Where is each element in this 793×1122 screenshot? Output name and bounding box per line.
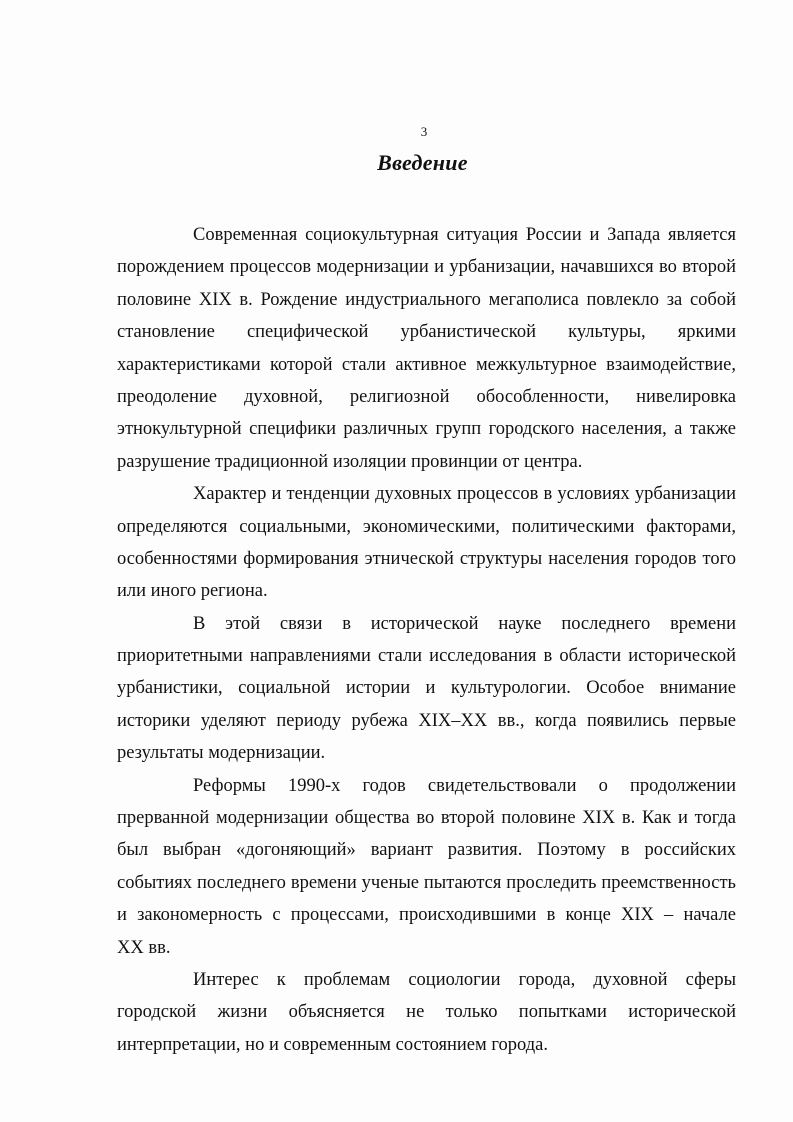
text-line: характеристиками которой стали активное межкультурное взаимодействие, (117, 354, 736, 375)
text-line: городской жизни объясняется не только попытками исторической (117, 1002, 736, 1023)
text-line: приоритетными направлениями стали исследования в области исторической (117, 646, 736, 667)
paragraph (117, 770, 736, 964)
body-text (117, 219, 736, 1061)
paragraph (117, 478, 736, 608)
text-line: урбанистики, социальной истории и культурологии. Особое внимание (117, 678, 736, 699)
text-line: или иного региона. (117, 581, 268, 602)
text-line: событиях последнего времени ученые пытаются проследить преемственность (117, 872, 736, 893)
text-line: В этой связи в исторической науке последнего времени (193, 613, 736, 634)
page-number: 3 (420, 124, 428, 139)
text-line: половине XIX в. Рождение индустриального мегаполиса повлекло за собой (117, 289, 736, 310)
text-line: прерванной модернизации общества во второй половине XIX в. Как и тогда (117, 808, 736, 829)
text-line: преодоление духовной, религиозной обособленности, нивелировка (117, 386, 736, 407)
text-line: Характер и тенденции духовных процессов в условиях урбанизации (193, 484, 736, 505)
text-line: разрушение традиционной изоляции провинции от центра. (117, 451, 583, 472)
paragraph (117, 219, 736, 478)
paragraph (117, 608, 736, 770)
text-line: порождением процессов модернизации и урбанизации, начавшихся во второй (117, 257, 736, 278)
text-line: историки уделяют периоду рубежа XIX–XX вв., когда появились первые (117, 710, 736, 731)
text-line: Современная социокультурная ситуация России и Запада является (193, 225, 736, 245)
text-line: особенностями формирования этнической структуры населения городов того (117, 548, 736, 569)
text-line: определяются социальными, экономическими, политическими факторами, (117, 516, 736, 537)
text-line: этнокультурной специфики различных групп городского населения, а также (117, 419, 736, 440)
text-line: становление специфической урбанистической культуры, яркими (117, 322, 736, 343)
paragraph (117, 964, 736, 1061)
section-heading: Введение (377, 150, 468, 175)
text-line: был выбран «догоняющий» вариант развития. Поэтому в российских (117, 840, 736, 861)
text-line: и закономерность с процессами, происходившими в конце XIX – начале (117, 905, 736, 926)
text-line: интерпретации, но и современным состоянием города. (117, 1034, 548, 1055)
text-line: результаты модернизации. (117, 743, 326, 764)
text-line: Реформы 1990-х годов свидетельствовали о продолжении (193, 775, 736, 796)
text-line: XX вв. (117, 937, 171, 958)
text-line: Интерес к проблемам социологии города, духовной сферы (193, 969, 736, 990)
